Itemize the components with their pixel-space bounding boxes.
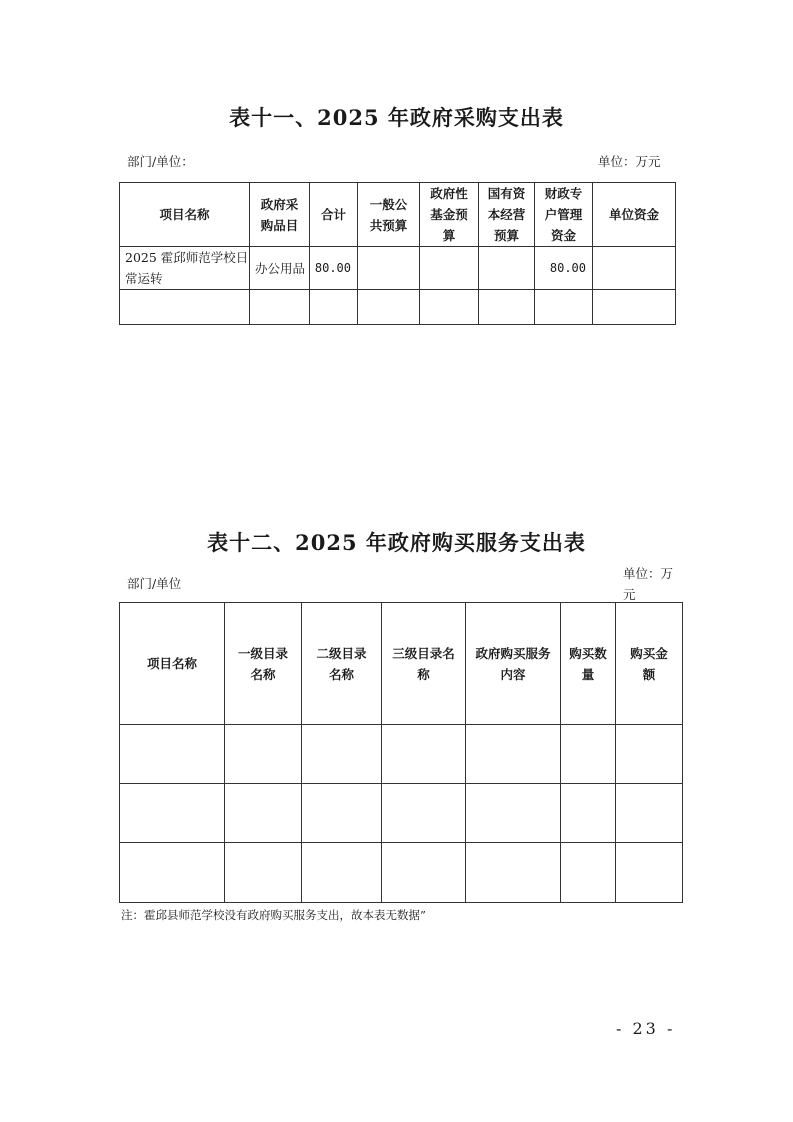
empty-cell — [302, 843, 382, 903]
table-header-row — [120, 603, 683, 725]
empty-cell — [302, 725, 382, 784]
table-row — [120, 725, 683, 784]
empty-cell — [120, 843, 225, 903]
header-cell: 政府购买服务内容 — [466, 603, 561, 725]
empty-cell — [225, 784, 302, 843]
fund-budget-cell — [420, 247, 479, 290]
category-cell: 办公用品 — [250, 247, 310, 290]
empty-cell — [593, 290, 676, 325]
header-cell: 合计 — [310, 183, 358, 247]
header-cell: 三级目录名称 — [382, 603, 466, 725]
empty-cell — [310, 290, 358, 325]
header-cell: 一级目录名称 — [225, 603, 302, 725]
empty-cell — [120, 725, 225, 784]
table11-unit-label: 单位：万元 — [598, 154, 661, 169]
table-header-row — [120, 183, 676, 247]
header-cell: 国有资本经营预算 — [479, 183, 535, 247]
header-cell: 项目名称 — [120, 603, 225, 725]
empty-cell — [382, 784, 466, 843]
header-cell: 购买数量 — [561, 603, 616, 725]
page-number: - 23 - — [616, 1019, 676, 1038]
empty-cell — [616, 725, 683, 784]
empty-cell — [120, 290, 250, 325]
table-row — [120, 843, 683, 903]
empty-cell — [120, 784, 225, 843]
project-name-cell: 2025 霍邱师范学校日常运转 — [120, 247, 250, 290]
general-budget-cell — [358, 247, 420, 290]
table11-dept-label: 部门/单位： — [127, 154, 194, 169]
empty-cell — [466, 843, 561, 903]
government-procurement-table — [119, 182, 676, 325]
header-cell: 二级目录名称 — [302, 603, 382, 725]
empty-cell — [225, 725, 302, 784]
header-cell: 政府采购品目 — [250, 183, 310, 247]
table12-note: 注：霍邱县师范学校没有政府购买服务支出，故本表无数据” — [121, 908, 426, 922]
header-cell: 政府性基金预算 — [420, 183, 479, 247]
header-cell: 财政专户管理资金 — [535, 183, 593, 247]
table12-unit-label: 单位：万元 — [623, 566, 674, 602]
table12-title: 表十二、2025 年政府购买服务支出表 — [207, 530, 586, 555]
header-cell: 购买金额 — [616, 603, 683, 725]
table-row — [120, 247, 676, 290]
government-service-purchase-table — [119, 602, 683, 903]
empty-cell — [616, 784, 683, 843]
header-cell: 单位资金 — [593, 183, 676, 247]
empty-cell — [535, 290, 593, 325]
empty-cell — [382, 725, 466, 784]
header-cell: 一般公共预算 — [358, 183, 420, 247]
empty-cell — [466, 725, 561, 784]
special-account-cell: 80.00 — [535, 247, 593, 290]
unit-funds-cell — [593, 247, 676, 290]
table-row — [120, 784, 683, 843]
table11-title: 表十一、2025 年政府采购支出表 — [229, 105, 564, 130]
empty-cell — [250, 290, 310, 325]
table12-dept-label: 部门/单位 — [127, 576, 182, 591]
empty-cell — [382, 843, 466, 903]
empty-cell — [561, 725, 616, 784]
empty-cell — [225, 843, 302, 903]
table-row — [120, 290, 676, 325]
state-capital-cell — [479, 247, 535, 290]
empty-cell — [561, 784, 616, 843]
total-cell: 80.00 — [310, 247, 358, 290]
empty-cell — [561, 843, 616, 903]
empty-cell — [616, 843, 683, 903]
empty-cell — [302, 784, 382, 843]
empty-cell — [466, 784, 561, 843]
empty-cell — [358, 290, 420, 325]
header-cell: 项目名称 — [120, 183, 250, 247]
empty-cell — [420, 290, 479, 325]
empty-cell — [479, 290, 535, 325]
